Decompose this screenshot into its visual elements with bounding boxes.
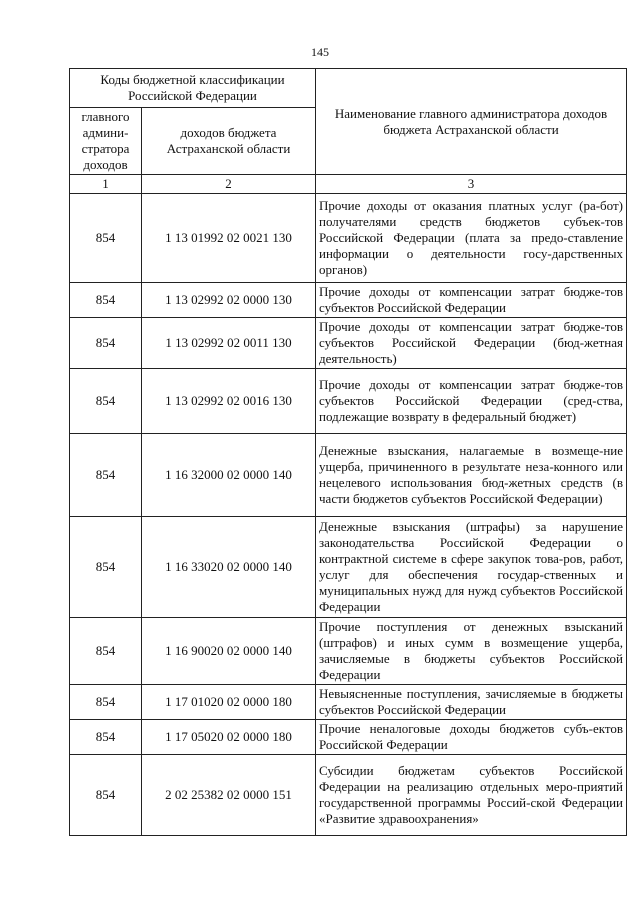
income-name-cell: Денежные взыскания, налагаемые в возмеще-ние ущерба, причиненного в результате неза-конного или нецелевого использования бюд-жетных средств (в части бюджетов субъектов Российской Федерации) [316,434,627,517]
income-code-cell: 1 13 01992 02 0021 130 [142,194,316,283]
table-row [70,434,627,517]
income-name-cell: Прочие поступления от денежных взысканий (штрафов) и иных сумм в возмещение ущерба, зачисляемые в бюджеты субъектов Российской Федерации [316,618,627,685]
income-code-cell: 1 16 32000 02 0000 140 [142,434,316,517]
income-name-cell: Прочие доходы от компенсации затрат бюдже-тов субъектов Российской Федерации (сред-ства, подлежащие возврату в федеральный бюджет) [316,369,627,434]
income-code-cell: 2 02 25382 02 0000 151 [142,755,316,836]
table-row [70,720,627,755]
header-codes-group: Коды бюджетной классификации Российской Федерации [70,69,316,108]
admin-code-cell: 854 [70,194,142,283]
income-name-cell: Прочие неналоговые доходы бюджетов субъ-ектов Российской Федерации [316,720,627,755]
admin-code-cell: 854 [70,755,142,836]
table-row [70,618,627,685]
admin-code-cell: 854 [70,369,142,434]
table-row [70,517,627,618]
admin-code-cell: 854 [70,720,142,755]
income-name-cell: Прочие доходы от компенсации затрат бюдже-тов субъектов Российской Федерации [316,283,627,318]
admin-code-cell: 854 [70,685,142,720]
table-row [70,283,627,318]
header-administrator-name: Наименование главного администратора доходов бюджета Астраханской области [316,69,627,175]
admin-code-cell: 854 [70,318,142,369]
page-number: 145 [311,45,329,59]
table-row [70,755,627,836]
admin-code-cell: 854 [70,434,142,517]
admin-code-cell: 854 [70,618,142,685]
income-code-cell: 1 13 02992 02 0000 130 [142,283,316,318]
table-row [70,194,627,283]
income-name-cell: Невыясненные поступления, зачисляемые в бюджеты субъектов Российской Федерации [316,685,627,720]
column-number-2: 2 [142,175,316,194]
admin-code-cell: 854 [70,517,142,618]
income-code-cell: 1 16 33020 02 0000 140 [142,517,316,618]
income-code-cell: 1 16 90020 02 0000 140 [142,618,316,685]
income-code-cell: 1 17 01020 02 0000 180 [142,685,316,720]
income-name-cell: Прочие доходы от оказания платных услуг (ра-бот) получателями средств бюджетов субъек-тов Российской Федерации (плата за предо-ставление информации о деятельности госу-дарственных органов) [316,194,627,283]
income-code-cell: 1 13 02992 02 0011 130 [142,318,316,369]
column-number-3: 3 [316,175,627,194]
income-name-cell: Субсидии бюджетам субъектов Российской Федерации на реализацию отдельных меро-приятий государственной программы Россий-ской Федерации «Развитие здравоохранения» [316,755,627,836]
income-name-cell: Прочие доходы от компенсации затрат бюдже-тов субъектов Российской Федерации (бюд-жетная деятельность) [316,318,627,369]
income-code-cell: 1 13 02992 02 0016 130 [142,369,316,434]
income-code-cell: 1 17 05020 02 0000 180 [142,720,316,755]
header-chief-administrator: главного админи-стратора доходов [70,108,142,175]
header-row-top [70,69,627,108]
header-regional-budget-income: доходов бюджета Астраханской области [142,108,316,175]
table-row [70,318,627,369]
admin-code-cell: 854 [70,283,142,318]
income-name-cell: Денежные взыскания (штрафы) за нарушение законодательства Российской Федерации о контрактной системе в сфере закупок това-ров, работ, услуг для обеспечения государ-ственных и муниципальных нужд для нужд субъектов Российской Федерации [316,517,627,618]
table-row [70,369,627,434]
table-row [70,685,627,720]
column-number-1: 1 [70,175,142,194]
header-column-numbers [70,175,627,194]
budget-classification-table [69,68,627,836]
